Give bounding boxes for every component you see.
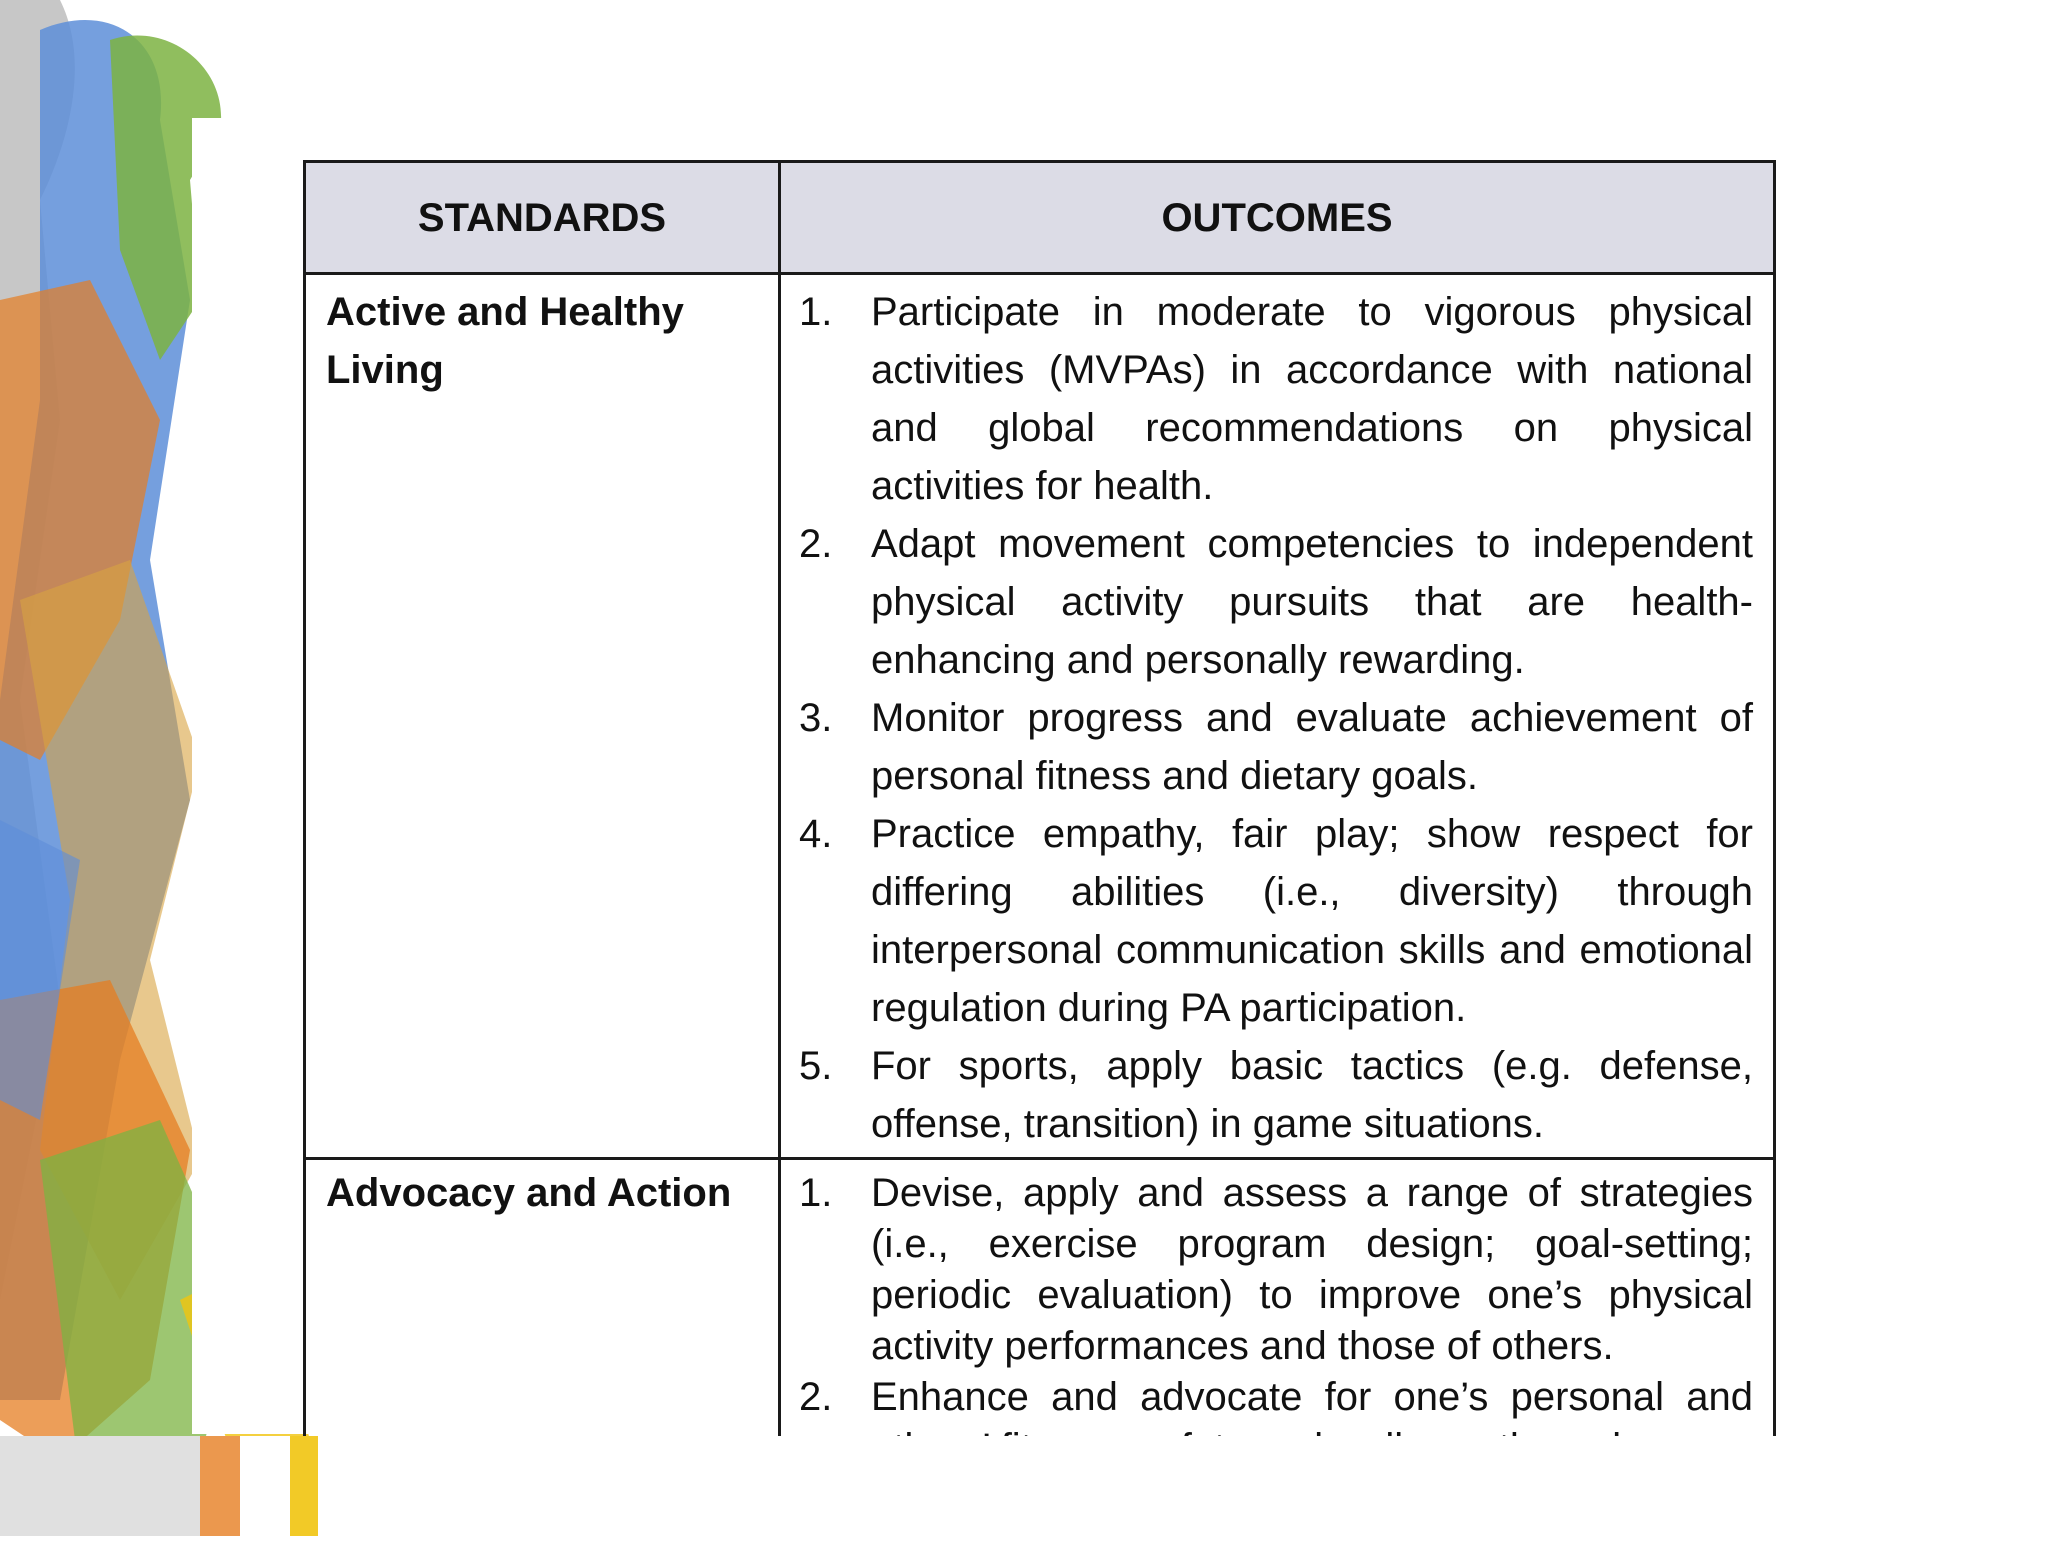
outcome-number: 2. (799, 522, 833, 566)
list-item (799, 515, 1753, 689)
outcome-text: Monitor progress and evaluate achievement of personal fitness and dietary goals. (871, 696, 1753, 798)
outcome-number: 1. (799, 290, 833, 334)
outcome-number: 2. (799, 1375, 833, 1419)
outcome-number: 4. (799, 812, 833, 856)
outcome-text: Devise, apply and assess a range of strategies (i.e., exercise program design; goal-setting; periodic evaluation) to improve one’s physical activity performances and those of others. (871, 1171, 1753, 1368)
standards-outcomes-table (303, 160, 1776, 1481)
outcomes-cell (780, 1159, 1775, 1480)
standards-outcomes-table-container (303, 160, 1773, 1433)
standard-advocacy-action: Advocacy and Action (305, 1159, 780, 1480)
header-outcomes: OUTCOMES (780, 162, 1775, 274)
outcome-text: Adapt movement competencies to independent physical activity pursuits that are health-enhancing and personally rewarding. (871, 522, 1753, 682)
outcome-number: 1. (799, 1171, 833, 1215)
outcome-number: 5. (799, 1044, 833, 1088)
standard-active-healthy-living: Active and Healthy Living (305, 274, 780, 1159)
list-item (799, 805, 1753, 1037)
header-standards: STANDARDS (305, 162, 780, 274)
outcome-number: 3. (799, 696, 833, 740)
outcome-text: Enhance and advocate for one’s personal and (871, 1375, 1753, 1419)
list-item (799, 689, 1753, 805)
list-item (799, 1037, 1753, 1153)
list-item (799, 1168, 1753, 1372)
list-item (799, 283, 1753, 515)
table-row (305, 274, 1775, 1159)
slide-bottom-margin (0, 1436, 2048, 1536)
outcome-text: Practice empathy, fair play; show respect for differing abilities (i.e., diversity) through interpersonal communication skills and emotional regulation during PA participation. (871, 812, 1753, 1030)
outcomes-list (799, 1168, 1753, 1474)
table-header-row (305, 162, 1775, 274)
table-row (305, 1159, 1775, 1480)
runner-feet-icon (0, 1436, 320, 1536)
outcomes-list (799, 283, 1753, 1153)
outcome-text: For sports, apply basic tactics (e.g. defense, offense, transition) in game situations. (871, 1044, 1753, 1146)
outcome-text: Participate in moderate to vigorous physical activities (MVPAs) in accordance with national and global recommendations on physical activities for health. (871, 290, 1753, 508)
outcomes-cell (780, 274, 1775, 1159)
